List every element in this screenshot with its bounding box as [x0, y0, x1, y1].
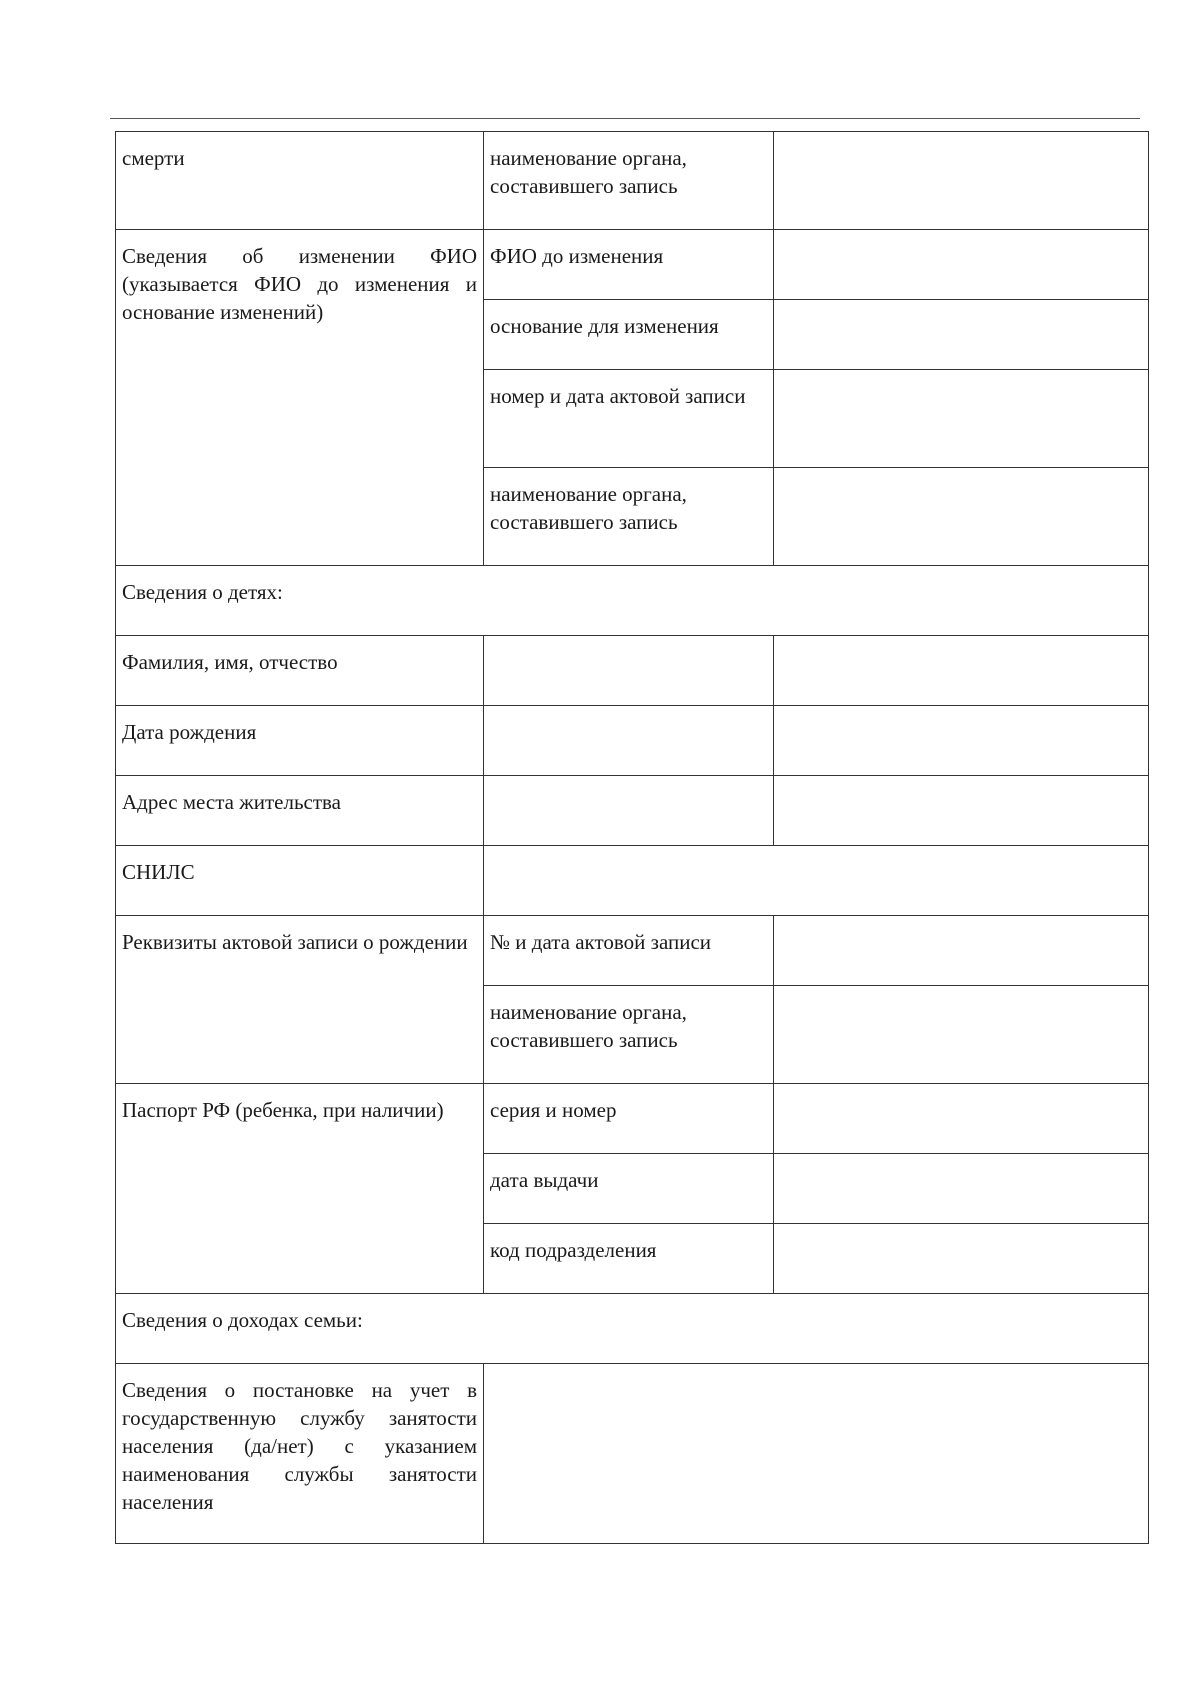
birth-act-organ-field[interactable]: [774, 986, 1149, 1084]
snils-field[interactable]: [484, 846, 1149, 916]
organ-name-label: наименование органа, составившего запись: [484, 132, 774, 230]
division-code-label: код подразделения: [484, 1224, 774, 1294]
address-label: Адрес места жительства: [116, 776, 484, 846]
act-number-date-label: номер и дата актовой записи: [484, 370, 774, 468]
issue-date-field[interactable]: [774, 1154, 1149, 1224]
name-change-label: Сведения об изменении ФИО (указывается ФИО до изменения и основание изменений): [116, 230, 484, 566]
row-child-fio: [116, 636, 1149, 706]
child-fio-field-1[interactable]: [484, 636, 774, 706]
row-address: [116, 776, 1149, 846]
row-children-header: [116, 566, 1149, 636]
change-organ-field[interactable]: [774, 468, 1149, 566]
row-snils: [116, 846, 1149, 916]
fio-before-label: ФИО до изменения: [484, 230, 774, 300]
series-number-field[interactable]: [774, 1084, 1149, 1154]
row-birth-date: [116, 706, 1149, 776]
child-fio-field-2[interactable]: [774, 636, 1149, 706]
division-code-field[interactable]: [774, 1224, 1149, 1294]
organ-name-field[interactable]: [774, 132, 1149, 230]
address-field-1[interactable]: [484, 776, 774, 846]
act-no-date-field[interactable]: [774, 916, 1149, 986]
series-number-label: серия и номер: [484, 1084, 774, 1154]
row-act-no-date: [116, 916, 1149, 986]
passport-label: Паспорт РФ (ребенка, при наличии): [116, 1084, 484, 1294]
change-reason-field[interactable]: [774, 300, 1149, 370]
address-field-2[interactable]: [774, 776, 1149, 846]
change-organ-label: наименование органа, составившего запись: [484, 468, 774, 566]
employment-field[interactable]: [484, 1364, 1149, 1544]
row-death-organ: [116, 132, 1149, 230]
act-no-date-label: № и дата актовой записи: [484, 916, 774, 986]
issue-date-label: дата выдачи: [484, 1154, 774, 1224]
birth-act-label: Реквизиты актовой записи о рождении: [116, 916, 484, 1084]
birth-date-label: Дата рождения: [116, 706, 484, 776]
act-number-date-field[interactable]: [774, 370, 1149, 468]
row-series-number: [116, 1084, 1149, 1154]
change-reason-label: основание для изменения: [484, 300, 774, 370]
birth-date-field-1[interactable]: [484, 706, 774, 776]
row-employment: [116, 1364, 1149, 1544]
birth-act-organ-label: наименование органа, составившего запись: [484, 986, 774, 1084]
birth-date-field-2[interactable]: [774, 706, 1149, 776]
form-table: [115, 131, 1149, 1544]
row-income-header: [116, 1294, 1149, 1364]
fio-before-field[interactable]: [774, 230, 1149, 300]
top-rule: [110, 118, 1140, 119]
death-label: смерти: [116, 132, 484, 230]
row-fio-before: [116, 230, 1149, 300]
snils-label: СНИЛС: [116, 846, 484, 916]
income-header: Сведения о доходах семьи:: [116, 1294, 1149, 1364]
child-fio-label: Фамилия, имя, отчество: [116, 636, 484, 706]
children-header: Сведения о детях:: [116, 566, 1149, 636]
employment-label: Сведения о постановке на учет в государственную службу занятости населения (да/нет) с указанием наименования службы занятости населения: [116, 1364, 484, 1544]
